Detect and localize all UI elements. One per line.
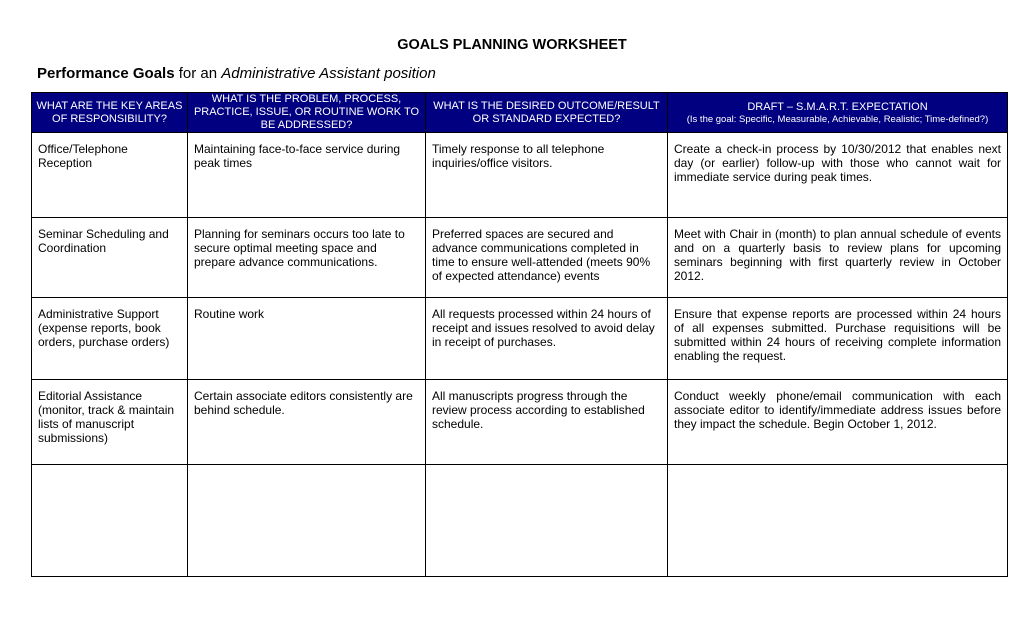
- table-cell: [668, 465, 1008, 577]
- table-cell: Meet with Chair in (month) to plan annual schedule of events and on a quarterly basis to review plans for upcoming seminars beginning with first quarterly review in October 2012.: [668, 218, 1008, 298]
- header-text: DRAFT – S.M.A.R.T. EXPECTATION: [747, 100, 928, 113]
- table-row: [32, 218, 1008, 298]
- table-row: [32, 298, 1008, 380]
- table-cell: Create a check-in process by 10/30/2012 that enables next day (or earlier) follow-up with those who cannot wait for immediate service during peak times.: [668, 133, 1008, 218]
- subtitle-normal: for an: [174, 65, 222, 82]
- header-cell-responsibility: [32, 93, 188, 133]
- header-cell-problem: [188, 93, 426, 133]
- table-cell: Ensure that expense reports are processed within 24 hours of all expenses submitted. Purchase requisitions will be submitted within 24 hours of receiving complete information enabling the request.: [668, 298, 1008, 380]
- table-cell: Office/Telephone Reception: [32, 133, 188, 218]
- table-cell: Administrative Support (expense reports, book orders, purchase orders): [32, 298, 188, 380]
- table-row: [32, 380, 1008, 465]
- table-cell: Routine work: [188, 298, 426, 380]
- header-text: WHAT ARE THE KEY AREAS OF RESPONSIBILITY?: [36, 99, 183, 125]
- subtitle-italic: Administrative Assistant position: [221, 65, 436, 82]
- subtitle-bold: Performance Goals: [37, 65, 175, 82]
- page-title: GOALS PLANNING WORKSHEET: [397, 37, 627, 53]
- table-cell: Certain associate editors consistently are behind schedule.: [188, 380, 426, 465]
- header-cell-smart: [668, 93, 1008, 133]
- table-cell: [32, 465, 188, 577]
- table-cell: Planning for seminars occurs too late to secure optimal meeting space and prepare advance communications.: [188, 218, 426, 298]
- header-text: WHAT IS THE DESIRED OUTCOME/RESULT OR STANDARD EXPECTED?: [433, 99, 660, 125]
- header-row: [32, 93, 1008, 133]
- table-cell: All manuscripts progress through the review process according to established schedule.: [426, 380, 668, 465]
- header-subtext: (Is the goal: Specific, Measurable, Achievable, Realistic; Time-defined?): [686, 113, 989, 125]
- table-row-empty: [32, 465, 1008, 577]
- table-cell: Timely response to all telephone inquiries/office visitors.: [426, 133, 668, 218]
- table-cell: Editorial Assistance (monitor, track & maintain lists of manuscript submissions): [32, 380, 188, 465]
- table-cell: All requests processed within 24 hours of receipt and issues resolved to avoid delay in receipt of purchases.: [426, 298, 668, 380]
- goals-table: [31, 92, 1008, 577]
- table-cell: [426, 465, 668, 577]
- header-cell-outcome: [426, 93, 668, 133]
- table-cell: [188, 465, 426, 577]
- table-cell: Seminar Scheduling and Coordination: [32, 218, 188, 298]
- table-cell: Maintaining face-to-face service during peak times: [188, 133, 426, 218]
- header-text: WHAT IS THE PROBLEM, PROCESS, PRACTICE, ISSUE, OR ROUTINE WORK TO BE ADDRESSED?: [193, 93, 420, 131]
- table-cell: Preferred spaces are secured and advance communications completed in time to ensure well-attended (meets 90% of expected attendance) events: [426, 218, 668, 298]
- table-cell: Conduct weekly phone/email communication with each associate editor to identify/immediate address issues before they impact the schedule. Begin October 1, 2012.: [668, 380, 1008, 465]
- table-row: [32, 133, 1008, 218]
- subtitle: [37, 65, 436, 82]
